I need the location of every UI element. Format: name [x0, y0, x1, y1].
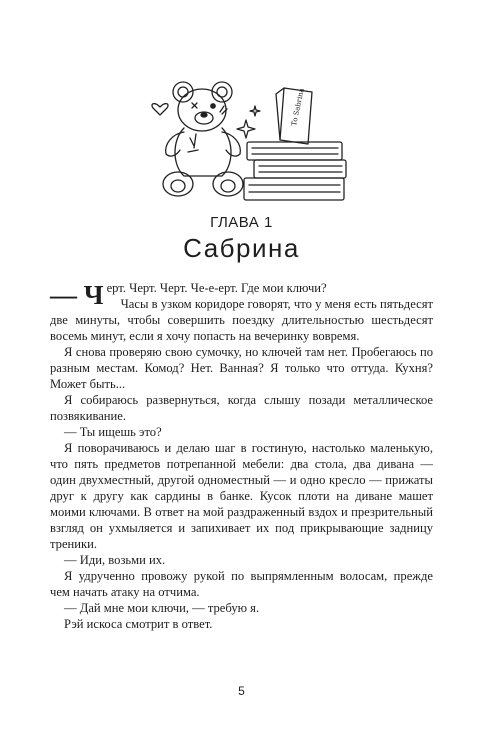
card-icon — [276, 88, 312, 144]
teddy-bear-icon — [163, 82, 243, 196]
page-number: 5 — [238, 684, 245, 698]
paragraph: Рэй искоса смотрит в ответ. — [64, 617, 213, 631]
paragraph: — Ч ерт. Черт. Черт. Че-е-ерт. Где мои ключи? — [50, 280, 327, 310]
body-text — [50, 280, 433, 632]
books-stack-icon — [244, 142, 346, 200]
paragraph: Я собираюсь развернуться, когда слышу позади металлическое позвякивание. — [50, 393, 433, 423]
sparkle-icon — [237, 106, 260, 138]
drop-cap: — Ч — [50, 280, 104, 310]
chapter-label: ГЛАВА 1 — [210, 214, 273, 231]
paragraph: — Иди, возьми их. — [64, 553, 166, 567]
chapter-title: Сабрина — [183, 233, 300, 263]
heart-icon — [152, 104, 168, 115]
card-text: To Sabrina — [290, 87, 306, 127]
chapter-illustration — [140, 70, 350, 202]
paragraph: Часы в узком коридоре говорят, что у меня есть пятьдесят две минуты, чтобы совершить поездку длительностью шестьдесят восемь минут, если я хочу попасть на вечеринку вовремя. — [50, 297, 433, 343]
paragraph: — Дай мне мои ключи, — требую я. — [64, 601, 260, 615]
paragraph: — Ты ищешь это? — [64, 425, 162, 439]
paragraph: Я снова проверяю свою сумочку, но ключей там нет. Пробегаюсь по разным местам. Комод? Нет. Ванная? Я только что оттуда. Кухня? Может быть... — [50, 345, 433, 391]
paragraph: Я поворачиваюсь и делаю шаг в гостиную, настолько маленькую, что пять предметов потрепанной мебели: два стола, два дивана — один двухместный, другой одноместный — и одно кресло — прижаты друг к другу как сардины в банке. Кусок плоти на диване машет моими ключами. В ответ на мой раздраженный вздох и презрительный взгляд он ухмыляется и запихивает их под прикрывающие задницу треники. — [50, 441, 433, 551]
paragraph: Я удрученно провожу рукой по выпрямленным волосам, прежде чем начать атаку на отчима. — [50, 569, 433, 599]
